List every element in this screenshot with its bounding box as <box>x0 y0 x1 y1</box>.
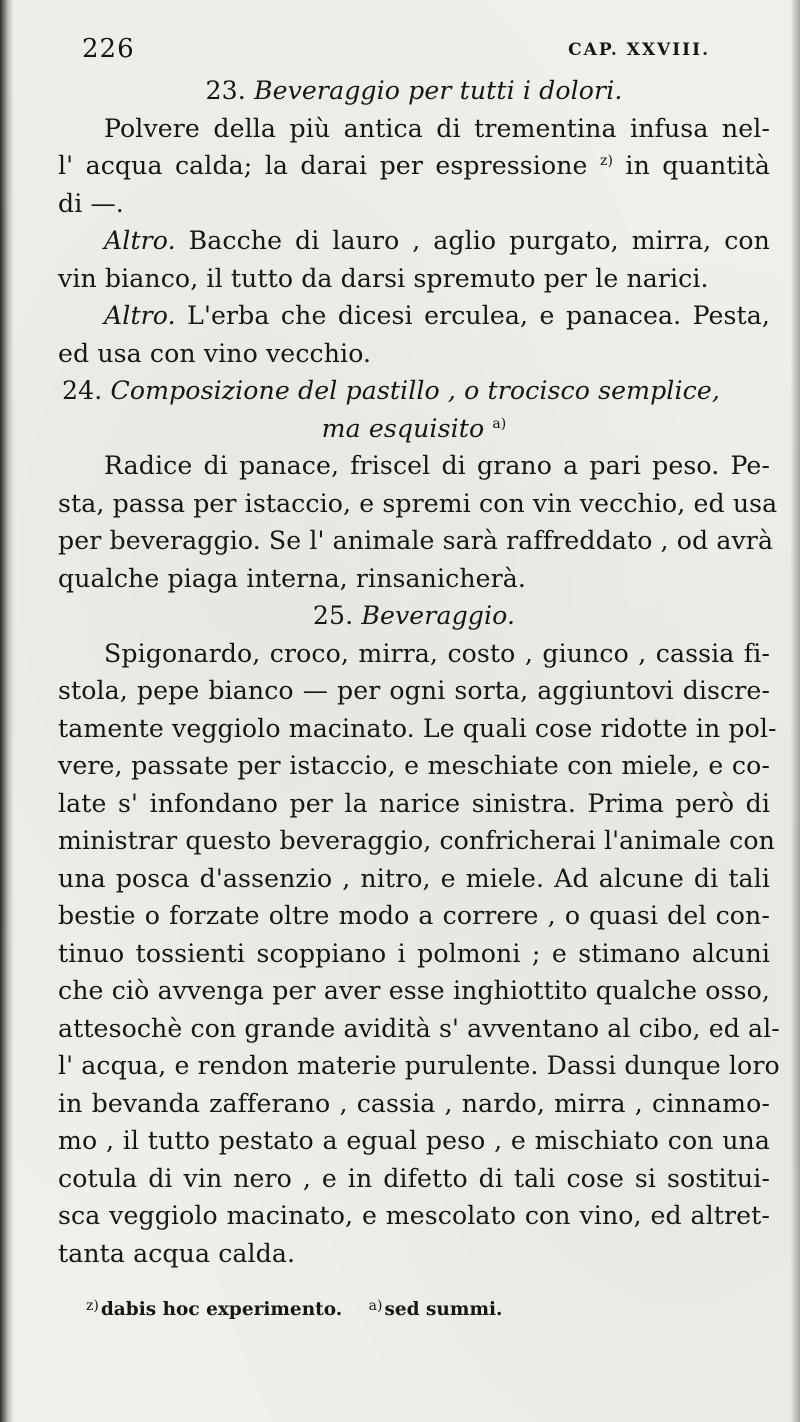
text-line: di —. <box>58 188 124 218</box>
text-line: che ciò avvenga per aver esse inghiottito qualche osso, <box>58 976 770 1005</box>
text-segment: Bacche di lauro , aglio purgato, mirra, con <box>188 226 770 255</box>
footnotes <box>86 1294 646 1322</box>
text-line: stola, pepe bianco — per ogni sorta, aggiuntovi discre- <box>58 676 770 705</box>
text-line: vin bianco, il tutto da darsi spremuto per le narici. <box>58 263 709 293</box>
text-line: sca veggiolo macinato, e mescolato con vino, ed altret- <box>58 1201 770 1230</box>
section-heading <box>58 72 770 110</box>
text-line: l' acqua, e rendon materie purulente. Dassi dunque loro <box>58 1051 780 1080</box>
text-line: mo , il tutto pestato a egual peso , e mischiato con una <box>58 1126 770 1155</box>
text-line: tanta acqua calda. <box>58 1238 296 1268</box>
text-line: sta, passa per istaccio, e spremi con vin vecchio, ed usa <box>58 488 778 518</box>
footnote-ref: a) <box>492 415 507 432</box>
section-title: Beveraggio. <box>361 601 516 630</box>
text-line: attesochè con grande avidità s' avventano al cibo, ed al- <box>58 1013 780 1043</box>
altro-label: Altro. <box>104 301 176 330</box>
page-header <box>82 34 710 64</box>
page-left-edge-shadow <box>0 0 14 1422</box>
section-title: Beveraggio per tutti i dolori. <box>253 76 623 105</box>
page-number: 226 <box>82 34 135 64</box>
footnote-mark: z) <box>86 1298 99 1314</box>
section-title: Composizione del pastillo , o trocisco semplice, <box>110 376 720 405</box>
text-line: cotula di vin nero , e in difetto di tali cose si sostitui- <box>58 1163 770 1193</box>
footnote-ref: z) <box>599 153 614 169</box>
running-head: CAP. XXVIII. <box>568 40 710 60</box>
altro-label: Altro. <box>104 226 176 255</box>
section-heading-continued <box>58 410 770 448</box>
section-heading <box>58 597 770 635</box>
text-line: per beveraggio. Se l' animale sarà raffreddato , od avrà <box>58 526 774 555</box>
text-line: in bevanda zafferano , cassia , nardo, mirra , cinnamo- <box>58 1088 770 1118</box>
section-number: 25. <box>312 601 354 630</box>
footnote-text: dabis hoc experimento. <box>100 1299 343 1320</box>
text-line: Spigonardo, croco, mirra, costo , giunco , cassia fi- <box>104 638 770 668</box>
text-line: tamente veggiolo macinato. Le quali cose ridotte in pol- <box>58 713 777 743</box>
footnote-text: sed summi. <box>384 1299 503 1320</box>
footnote-mark: a) <box>368 1298 383 1314</box>
text-line: ministrar questo beveraggio, confricherai l'animale con <box>58 826 775 855</box>
section-number: 23. <box>205 76 246 105</box>
text-line: late s' infondano per la narice sinistra. Prima però di <box>58 788 770 818</box>
text-line <box>58 297 770 335</box>
text-line: una posca d'assenzio , nitro, e miele. Ad alcune di tali <box>58 863 770 893</box>
text-line: qualche piaga interna, rinsanicherà. <box>58 563 527 593</box>
footnote-a <box>369 1299 503 1320</box>
text-line: Radice di panace, friscel di grano a pari peso. Pe- <box>104 451 770 480</box>
text-segment: l' acqua calda; la darai per espressione <box>58 151 588 180</box>
text-segment: L'erba che dicesi erculea, e panacea. Pesta, <box>187 301 770 330</box>
text-line <box>58 147 770 185</box>
section-title: ma esquisito <box>321 413 485 443</box>
body-text <box>58 72 780 1272</box>
section-heading <box>58 372 770 410</box>
footnote-z <box>86 1299 342 1320</box>
text-segment: in quantità <box>625 151 770 180</box>
text-line: Polvere della più antica di trementina infusa nel- <box>104 113 770 143</box>
text-line: vere, passate per istaccio, e meschiate con miele, e co- <box>58 751 770 780</box>
page-right-edge-shadow <box>790 0 800 1422</box>
text-line: ed usa con vino vecchio. <box>58 338 372 368</box>
section-number: 24. <box>62 376 103 405</box>
text-line <box>58 222 770 260</box>
text-line: bestie o forzate oltre modo a correre , o quasi del con- <box>58 901 770 930</box>
text-line: tinuo tossienti scoppiano i polmoni ; e stimano alcuni <box>58 938 770 968</box>
